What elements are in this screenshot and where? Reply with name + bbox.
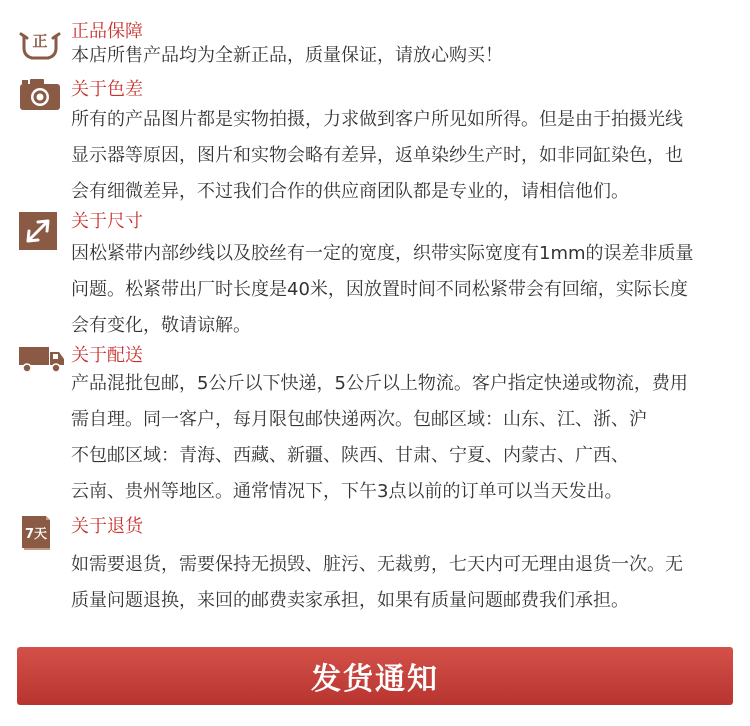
seven-day-return-icon xyxy=(18,512,54,552)
body-line: 如需要退货，需要保持无损毁、脏污、无裁剪，七天内可无理由退货一次。无 xyxy=(71,554,683,575)
banner-label: 发货通知 xyxy=(311,662,439,697)
camera-icon xyxy=(18,76,62,116)
section-body-returns xyxy=(71,547,731,619)
truck-icon xyxy=(18,344,66,384)
shipping-notice-banner xyxy=(17,647,733,705)
body-line: 云南、贵州等地区。通常情况下，下午3点以前的订单可以当天发出。 xyxy=(71,481,623,502)
body-line: 会有细微差异，不过我们合作的供应商团队都是专业的，请相信他们。 xyxy=(71,181,629,202)
section-body-genuine xyxy=(71,38,731,74)
body-line: 本店所售产品均为全新正品，质量保证，请放心购买！ xyxy=(71,45,503,66)
section-title-size: 关于尺寸 xyxy=(71,211,143,232)
section-body-delivery xyxy=(71,366,731,510)
body-line: 质量问题退换，来回的邮费卖家承担，如果有质量问题邮费我们承担。 xyxy=(71,590,629,611)
body-line: 显示器等原因，图片和实物会略有差异，返单染纱生产时，如非同缸染色，也 xyxy=(71,145,683,166)
body-line: 不包邮区域：青海、西藏、新疆、陕西、甘肃、宁夏、内蒙古、广西、 xyxy=(71,445,629,466)
body-line: 需自理。同一客户，每月限包邮快递两次。包邮区域：山东、江、浙、沪 xyxy=(71,409,647,430)
section-body-color-difference xyxy=(71,102,731,210)
size-arrow-icon xyxy=(18,211,62,251)
body-line: 问题。松紧带出厂时长度是40米，因放置时间不同松紧带会有回缩，实际长度 xyxy=(71,279,688,300)
genuine-hand-icon xyxy=(18,22,62,62)
section-title-returns: 关于退货 xyxy=(71,516,143,537)
body-line: 产品混批包邮，5公斤以下快递，5公斤以上物流。客户指定快递或物流，费用 xyxy=(71,373,688,394)
svg-text:正: 正 xyxy=(32,32,48,50)
section-body-size xyxy=(71,236,731,344)
section-title-delivery: 关于配送 xyxy=(71,345,143,366)
body-line: 因松紧带内部纱线以及胶丝有一定的宽度，织带实际宽度有1mm的误差非质量 xyxy=(71,243,694,264)
section-title-genuine: 正品保障 xyxy=(71,21,143,42)
seven-day-label: 7天 xyxy=(24,527,48,542)
section-title-color-difference: 关于色差 xyxy=(71,79,143,100)
body-line: 所有的产品图片都是实物拍摄，力求做到客户所见如所得。但是由于拍摄光线 xyxy=(71,109,683,130)
body-line: 会有变化，敬请谅解。 xyxy=(71,315,251,336)
